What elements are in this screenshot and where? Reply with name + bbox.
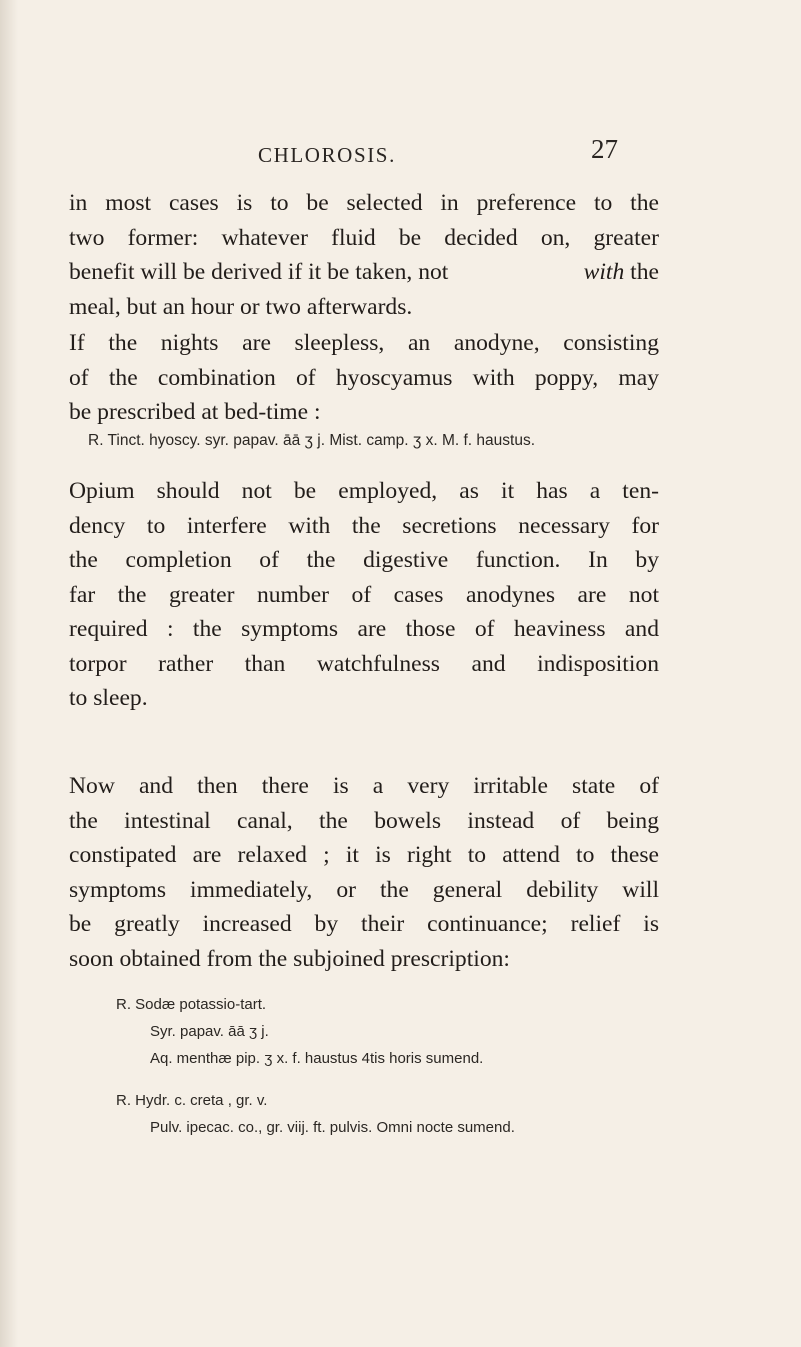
text-fragment: the — [630, 259, 659, 285]
text-line: far the greater number of cases anodynes are not — [69, 581, 659, 608]
text-line: meal, but an hour or two afterwards. — [69, 293, 413, 320]
text-line: the intestinal canal, the bowels instead of being — [69, 807, 659, 834]
page-number: 27 — [591, 134, 618, 164]
text-line: If the nights are sleepless, an anodyne, consisting — [69, 330, 659, 356]
running-title: CHLOROSIS. — [258, 143, 396, 167]
text-fragment — [584, 255, 659, 290]
prescription-2-line-2: Syr. papav. āā ʒ j. — [150, 1023, 269, 1040]
paragraph-3 — [69, 474, 659, 716]
text-line: in most cases is to be selected in preference to the — [69, 190, 659, 216]
text-line: to sleep. — [69, 685, 148, 711]
text-line: of the combination of hyoscyamus with poppy, may — [69, 364, 659, 391]
text-line: Now and then there is a very irritable state of — [69, 773, 659, 799]
text-line: be greatly increased by their continuance; relief is — [69, 911, 659, 937]
text-line: the completion of the digestive function. In by — [69, 547, 659, 573]
text-line: soon obtained from the subjoined prescription: — [69, 945, 510, 972]
text-line: two former: whatever fluid be decided on, greater — [69, 224, 659, 251]
text-line: required : the symptoms are those of heaviness and — [69, 616, 659, 642]
prescription-3-line-2: Pulv. ipecac. co., gr. viij. ft. pulvis. Omni nocte sumend. — [150, 1119, 515, 1136]
text-line: be prescribed at bed-time : — [69, 399, 321, 425]
text-fragment: benefit will be derived if it be taken, not — [69, 259, 449, 285]
emphasis-with: with — [583, 259, 625, 285]
prescription-3-line-1: R. Hydr. c. creta , gr. v. — [116, 1092, 268, 1109]
paragraph-2 — [69, 326, 659, 430]
text-line: dency to interfere with the secretions necessary for — [69, 512, 659, 539]
prescription-1: R. Tinct. hyoscy. syr. papav. āā ʒ j. Mist. camp. ʒ x. M. f. haustus. — [88, 432, 536, 449]
paragraph-4 — [69, 769, 659, 976]
text-line: symptoms immediately, or the general debility will — [69, 876, 659, 903]
text-line: Opium should not be employed, as it has a ten- — [69, 478, 659, 504]
text-line: torpor rather than watchfulness and indisposition — [69, 650, 659, 677]
paragraph-1 — [69, 186, 659, 324]
text-line-with-emphasis — [69, 255, 659, 290]
prescription-2-line-3: Aq. menthæ pip. ʒ x. f. haustus 4tis horis sumend. — [150, 1050, 484, 1067]
binding-shadow — [0, 0, 18, 1347]
prescription-2-line-1: R. Sodæ potassio-tart. — [116, 996, 267, 1013]
text-line: constipated are relaxed ; it is right to attend to these — [69, 842, 659, 868]
